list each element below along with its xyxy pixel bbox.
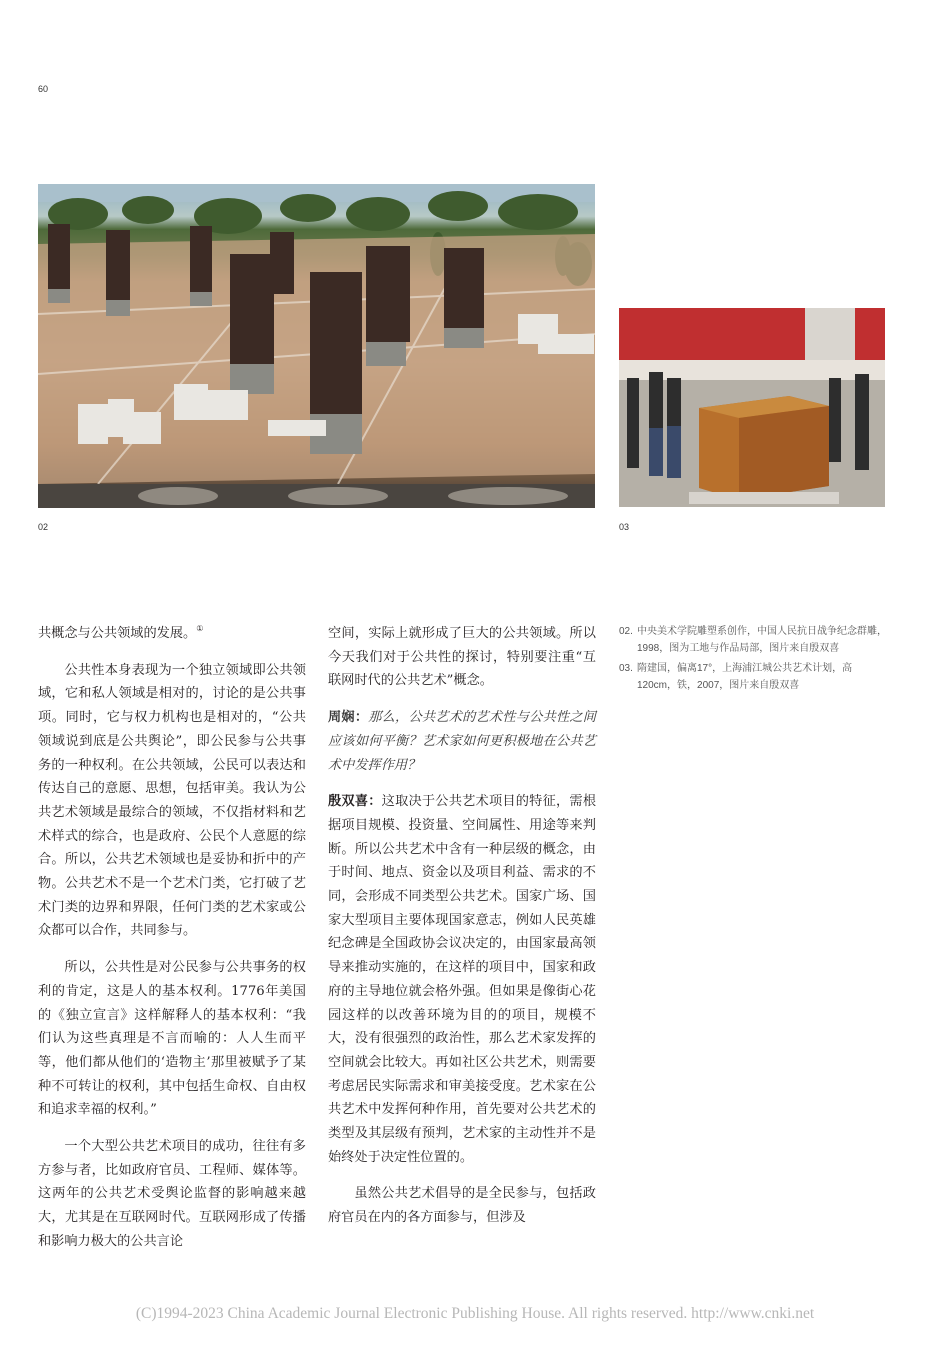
photo-monument-construction-site [38, 184, 595, 508]
footnote-marker: ① [196, 624, 204, 633]
paragraph: 空间，实际上就形成了巨大的公共领域。所以今天我们对于公共性的探讨，特别要注重“互联网时代的公共艺术”概念。 [328, 626, 596, 689]
text-column-1 [38, 622, 306, 1267]
paragraph: 共概念与公共领域的发展。① [38, 624, 204, 641]
paragraph: 所以，公共性是对公民参与公共事务的权利的肯定，这是人的基本权利。1776年美国的《独立宣言》这样解释人的基本权利：“我们认为这些真理是不言而喻的：人人生而平等，他们都从他们的‘造物主’那里被赋予了某种不可转让的权利，其中包括生命权、自由权和追求幸福的权利。” [38, 960, 306, 1118]
interview-question: 周娴：那么，公共艺术的艺术性与公共性之间应该如何平衡？艺术家如何更积极地在公共艺术中发挥作用？ [328, 710, 596, 773]
paragraph: 一个大型公共艺术项目的成功，往往有多方参与者，比如政府官员、工程师、媒体等。这两年的公共艺术受舆论监督的影响越来越大，尤其是在互联网时代。互联网形成了传播和影响力极大的公共言论 [38, 1139, 306, 1249]
figure-label-02: 02 [38, 522, 49, 532]
caption-02: 02. 中央美术学院雕塑系创作，中国人民抗日战争纪念群雕，1998，图为工地与作品局部，图片来自殷双喜 [619, 626, 887, 654]
speaker-name: 周娴： [328, 710, 369, 726]
figure-label-03: 03 [619, 522, 630, 532]
copyright-footer: (C)1994-2023 China Academic Journal Electronic Publishing House. All rights reserved. http://www.cnki.net [135, 1305, 815, 1322]
page-number: 60 [38, 84, 49, 94]
photo-rusted-cube-sculpture [619, 308, 885, 507]
text-column-2 [328, 622, 596, 1243]
paragraph: 虽然公共艺术倡导的是全民参与，包括政府官员在内的各方面参与，但涉及 [328, 1186, 596, 1226]
interview-answer: 殷双喜：这取决于公共艺术项目的特征，需根据项目规模、投资量、空间属性、用途等来判断。所以公共艺术中含有一种层级的概念，由于时间、地点、资金以及项目利益、需求的不同，会形成不同类型公共艺术。国家广场、国家大型项目主要体现国家意志，例如人民英雄纪念碑是全国政协会议决定的，由国家最高领导来推动实施的，在这样的项目中，国家和政府的主导地位就会格外强。但如果是像街心花园这样的以改善环境为目的的项目，规模不大，没有很强烈的政治性，那么艺术家发挥的空间就会比较大。再如社区公共艺术，则需要考虑居民实际需求和审美接受度。艺术家在公共艺术中发挥何种作用，首先要对公共艺术的类型及其层级有预判，艺术家的主动性并不是始终处于决定性位置的。 [328, 794, 597, 1165]
paragraph: 公共性本身表现为一个独立领域即公共领域，它和私人领域是相对的，讨论的是公共事项。同时，它与权力机构也是相对的，“公共领域说到底是公共舆论”，即公民参与公共事务的一种权利。在公共领域，公民可以表达和传达自己的意愿、思想，包括审美。我认为公共艺术领域是最综合的领域，不仅指材料和艺术样式的综合，也是政府、公民个人意愿的综合。所以，公共艺术领域也是妥协和折中的产物。公共艺术不是一个艺术门类，它打破了艺术门类的边界和界限，任何门类的艺术家或公众都可以合作，共同参与。 [38, 662, 306, 939]
construction-site-illustration [38, 184, 595, 508]
rusted-cube-illustration [619, 308, 885, 507]
figure-captions [619, 623, 891, 697]
speaker-name: 殷双喜： [328, 794, 382, 810]
caption-03: 03. 隋建国，偏离17°，上海浦江城公共艺术计划，高120cm，铁，2007，图片来自殷双喜 [619, 663, 853, 691]
